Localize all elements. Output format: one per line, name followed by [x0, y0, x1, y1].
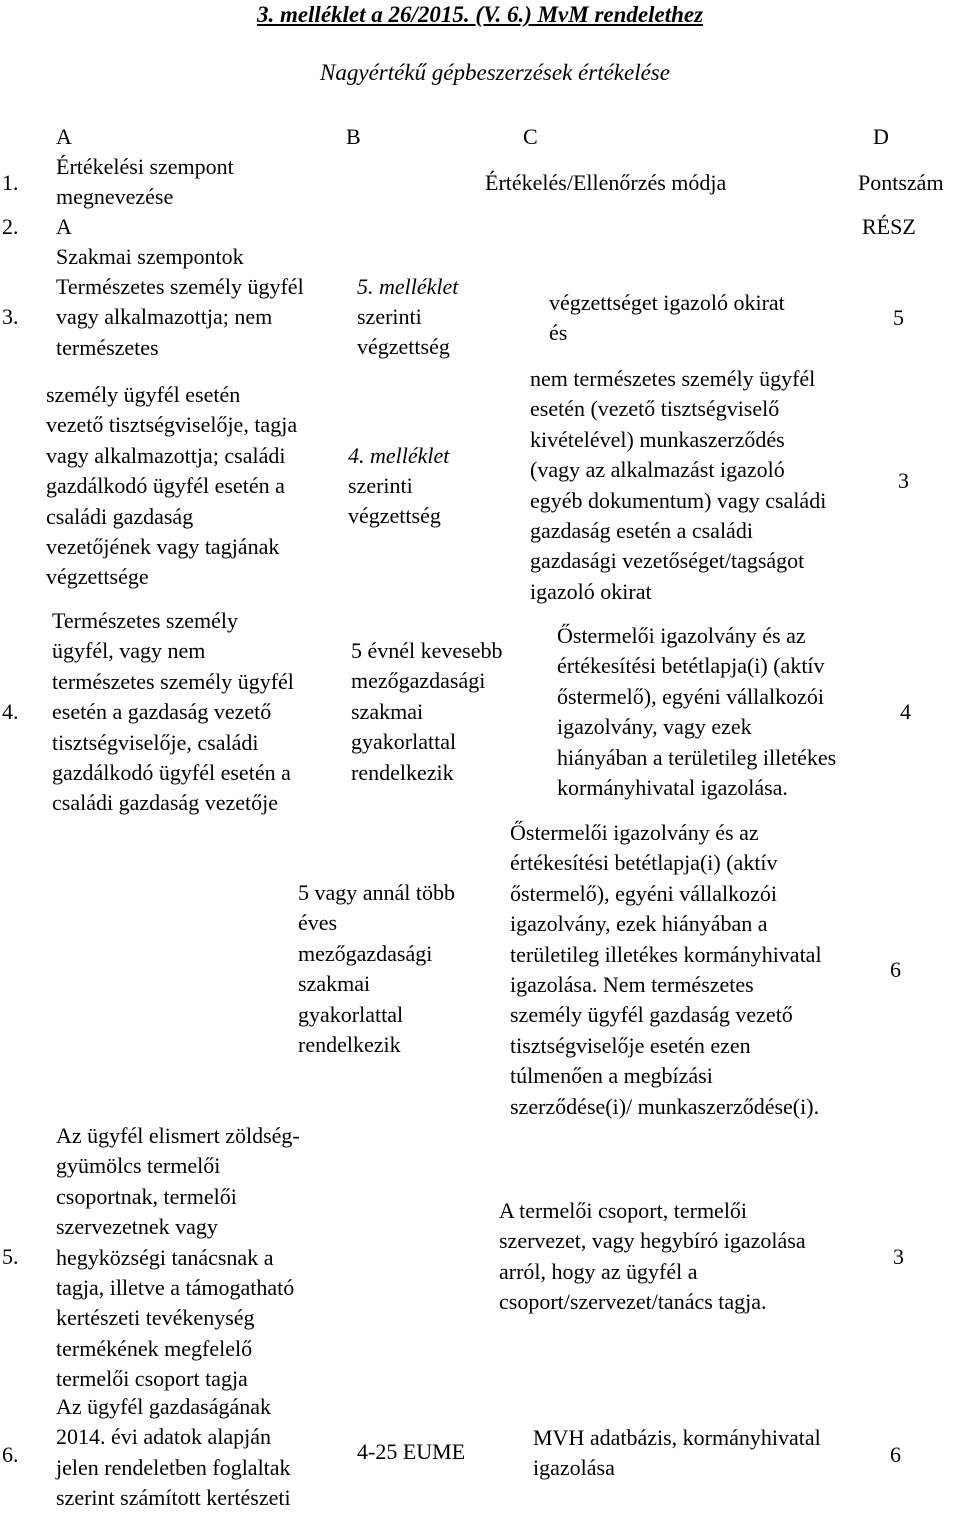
row4-criterion-text: Természetes személy ügyfél, vagy nem természetes személy ügyfél esetén a gazdaság vezető tisztségviselője, családi gazdálkodó ügyfél esetén a családi gazdaság vezetője — [52, 608, 294, 816]
column-header-d: D — [873, 124, 889, 149]
row-number-4: 4. — [2, 699, 19, 724]
section-a-professional-criteria: A Szakmai szempontok — [56, 214, 244, 270]
row6-size-range: 4-25 EUME — [357, 1439, 466, 1464]
row3-annex4-qualification: szerinti végzettség — [348, 473, 441, 529]
row6-evaluation-method: MVH adatbázis, kormányhivatal igazolása — [533, 1425, 821, 1481]
evaluation-method-header: Értékelés/Ellenőrzés módja — [485, 170, 727, 195]
row3-annex4-reference: 4. melléklet — [348, 443, 450, 468]
row5-points: 3 — [893, 1244, 904, 1269]
row3-points-2: 3 — [898, 468, 909, 493]
row4-points-1: 4 — [900, 699, 911, 724]
row3-annex5-reference: 5. melléklet — [357, 274, 459, 299]
criterion-name-header: Értékelési szempont megnevezése — [56, 154, 234, 210]
row-number-2: 2. — [2, 214, 19, 239]
document-title: 3. melléklet a 26/2015. (V. 6.) MvM rendelethez — [256, 2, 704, 27]
section-part-label: RÉSZ — [862, 214, 916, 239]
row-number-6: 6. — [2, 1442, 19, 1467]
row-number-1: 1. — [2, 170, 19, 195]
row3-evaluation-method-1: végzettséget igazoló okirat és — [549, 290, 785, 346]
row4-experience-5-years-or-more: 5 vagy annál több éves mezőgazdasági szakmai gyakorlattal rendelkezik — [298, 880, 456, 1058]
row6-criterion-text: Az ügyfél gazdaságának 2014. évi adatok alapján jelen rendeletben foglaltak szerint számított kertészeti — [56, 1394, 291, 1511]
row-number-5: 5. — [2, 1244, 19, 1269]
row5-evaluation-method: A termelői csoport, termelői szervezet, vagy hegybíró igazolása arról, hogy az ügyfél a csoport/szervezet/tanács tagja. — [499, 1198, 806, 1315]
row4-evaluation-method-1: Őstermelői igazolvány és az értékesítési betétlapja(i) (aktív őstermelő), egyéni vállalkozói igazolvány, vagy ezek hiányában a területileg illetékes kormányhivatal igazolása. — [557, 623, 837, 801]
row4-evaluation-method-2: Őstermelői igazolvány és az értékesítési betétlapja(i) (aktív őstermelő), egyéni vállalkozói igazolvány, ezek hiányában a területileg illetékes kormányhivatal igazolása. Nem természetes személy ügyfél gazdaság vezető tisztségviselője esetén ezen túlmenően a megbízási szerződése(i)/ munkaszerződése(i). — [510, 820, 822, 1119]
document-subtitle: Nagyértékű gépbeszerzések értékelése — [320, 60, 670, 85]
column-header-b: B — [346, 124, 361, 149]
column-header-a: A — [56, 124, 72, 149]
points-header: Pontszám — [858, 170, 944, 195]
row3-criterion-text: Természetes személy ügyfél vagy alkalmazottja; nem természetes — [56, 274, 304, 360]
row-number-3: 3. — [2, 304, 19, 329]
row3-evaluation-method-2: nem természetes személy ügyfél esetén (vezető tisztségviselő kivételével) munkaszerződés (vagy az alkalmazást igazoló egyéb dokumentum) vagy családi gazdaság esetén a családi gazdasági vezetőséget/tagságot igazoló okirat — [530, 366, 827, 604]
row3-annex5-qualification: szerinti végzettség — [357, 304, 450, 360]
row6-points: 6 — [890, 1442, 901, 1467]
row3-criterion-text-continued: személy ügyfél esetén vezető tisztségviselője, tagja vagy alkalmazottja; családi gazdálkodó ügyfél esetén a családi gazdaság vezetőjének vagy tagjának végzettsége — [46, 382, 298, 590]
row3-points-1: 5 — [893, 305, 904, 330]
row4-experience-under-5-years: 5 évnél kevesebb mezőgazdasági szakmai gyakorlattal rendelkezik — [351, 638, 503, 785]
row5-criterion-text: Az ügyfél elismert zöldség- gyümölcs termelői csoportnak, termelői szervezetnek vagy hegyközségi tanácsnak a tagja, illetve a támogatható kertészeti tevékenység termékének megfelelő termelői csoport tagja — [56, 1123, 300, 1392]
column-header-c: C — [523, 124, 538, 149]
row4-points-2: 6 — [890, 957, 901, 982]
